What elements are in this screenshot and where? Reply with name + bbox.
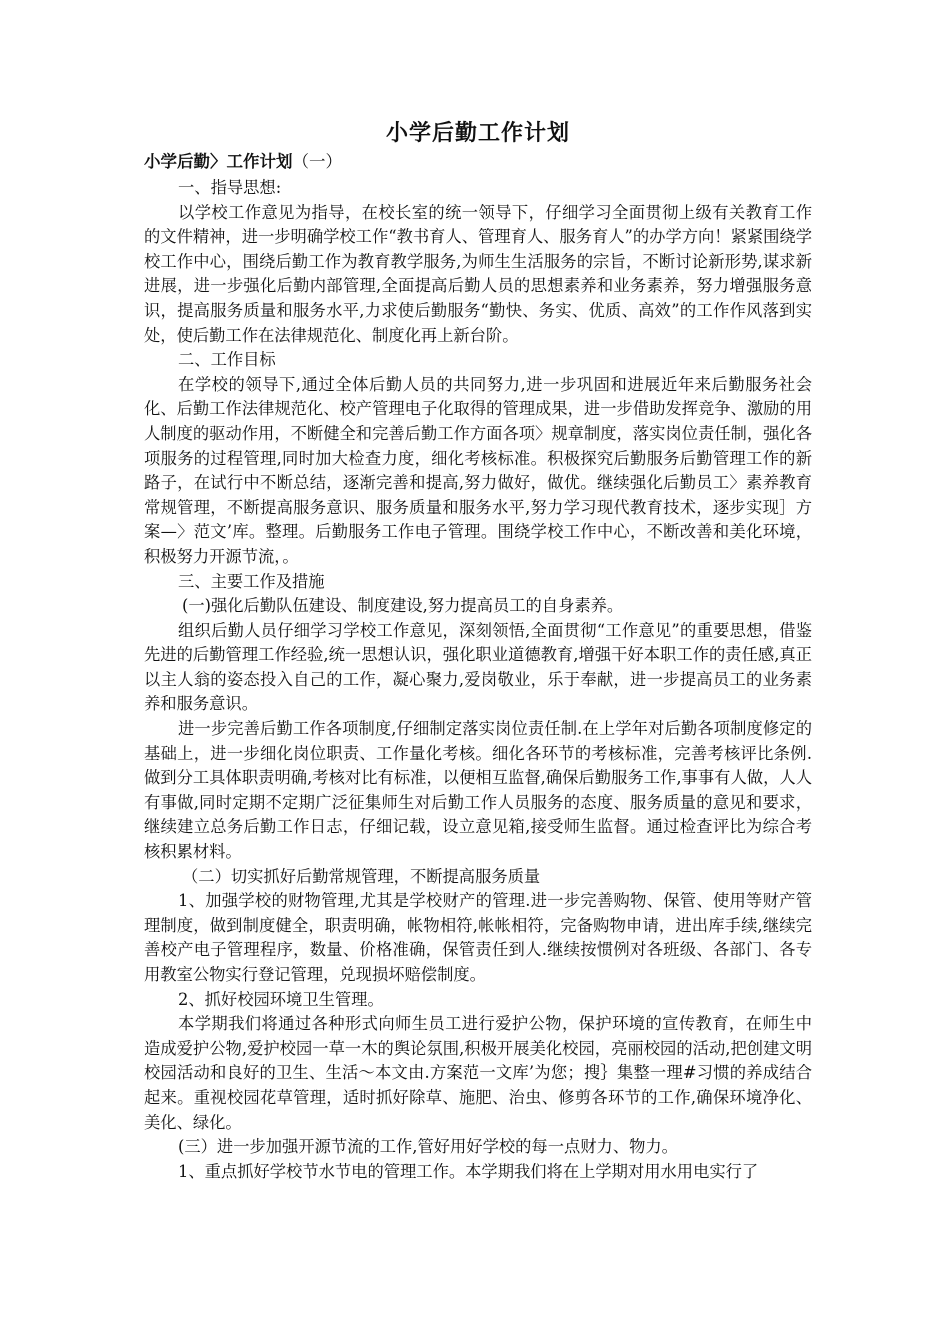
section-heading: 2、抓好校园环境卫生管理。 [178,989,384,1009]
body-paragraph: 1、重点抓好学校节水节电的管理工作。本学期我们将在上学期对用水用电实行了 [178,1161,759,1181]
subtitle-number: （一） [292,152,342,171]
body-paragraph: 以学校工作意见为指导，在校长室的统一领导下，仔细学习全面贯彻上级有关教育工作的文件精神，进一步明确学校工作“教书育人、管理育人、服务育人”的办学方向！紧紧围绕学校工作中心，围绕后勤工作为教育教学服务,为师生生活服务的宗旨，不断讨论新形势,谋求新进展，进一步强化后勤内部管理,全面提高后勤人员的思想素养和业务素养，努力增强服务意识，提高服务质量和服务水平,力求使后勤服务“勤快、务实、优质、高效”的工作作风落到实处，使后勤工作在法律规范化、制度化再上新台阶。 [144,202,812,345]
section-heading: 一、指导思想: [178,178,282,197]
body-paragraph: 组织后勤人员仔细学习学校工作意见，深刻领悟,全面贯彻“工作意见”的重要思想，借鉴先进的后勤管理工作经验,统一思想认识，强化职业道德教育,增强干好本职工作的责任感,真正以主人翁的姿态投入自己的工作，凝心聚力,爱岗敬业，乐于奉献，进一步提高员工的业务素养和服务意识。 [144,620,812,714]
body-paragraph: 本学期我们将通过各种形式向师生员工进行爱护公物，保护环境的宣传教育，在师生中造成爱护公物,爱护校园一草一木的舆论氛围,积极开展美化校园，亮丽校园的活动,把创建文明校园活动和良好的卫生、生活～本文由.方案范一文库’为您；搜｝集整一理#习惯的养成结合起来。重视校园花草管理，适时抓好除草、施肥、治虫、修剪各环节的工作,确保环境净化、美化、绿化。 [144,1014,812,1132]
subsection-heading: (一)强化后勤队伍建设、制度建设,努力提高员工的自身素养。 [182,596,624,616]
document-page [144,118,812,1184]
body-paragraph: 在学校的领导下,通过全体后勤人员的共同努力,进一步巩固和进展近年来后勤服务社会化、后勤工作法律规范化、校产管理电子化取得的管理成果，进一步借助发挥竞争、激励的用人制度的驱动作用，不断健全和完善后勤工作方面各项〉规章制度，落实岗位责任制，强化各项服务的过程管理,同时加大检查力度，细化考核标准。积极探究后勤服务后勤管理工作的新路子，在试行中不断总结，逐渐完善和提高,努力做好，做优。继续强化后勤员工〉素养教育常规管理，不断提高服务意识、服务质量和服务水平,努力学习现代教育技术，逐步实现］方案—〉范文’库。整理。后勤服务工作电子管理。围绕学校工作中心，不断改善和美化环境，积极努力开源节流，。 [144,374,812,566]
section-heading: 三、主要工作及措施 [178,571,325,591]
subsection-heading: （二）切实抓好后勤常规管理，不断提高服务质量 [182,866,541,886]
section-heading: 二、工作目标 [178,350,276,370]
document-title: 小学后勤工作计划 [385,121,570,146]
body-paragraph: 1、加强学校的财物管理,尤其是学校财产的管理.进一步完善购物、保管、使用等财产管理制度，做到制度健全，职责明确，帐物相符,帐帐相符，完备购物申请，进出库手续,继续完善校产电子管理程序，数量、价格准确，保管责任到人.继续按惯例对各班级、各部门、各专用教室公物实行登记管理，兑现损坏赔偿制度。 [144,891,812,984]
subsection-heading: (三）进一步加强开源节流的工作,管好用好学校的每一点财力、物力。 [178,1137,678,1157]
subtitle-bold-part: 小学后勤〉工作计划 [144,152,293,171]
body-paragraph: 进一步完善后勤工作各项制度,仔细制定落实岗位责任制.在上学年对后勤各项制度修定的基础上，进一步细化岗位职责、工作量化考核。细化各环节的考核标准，完善考核评比条例.做到分工具体职责明确,考核对比有标准，以便相互监督,确保后勤服务工作,事事有人做，人人有事做,同时定期不定期广泛征集师生对后勤工作人员服务的态度、服务质量的意见和要求，继续建立总务后勤工作日志，仔细记载，设立意见箱,接受师生监督。通过检查评比为综合考核积累材料。 [144,719,812,862]
document-subtitle [144,150,812,176]
